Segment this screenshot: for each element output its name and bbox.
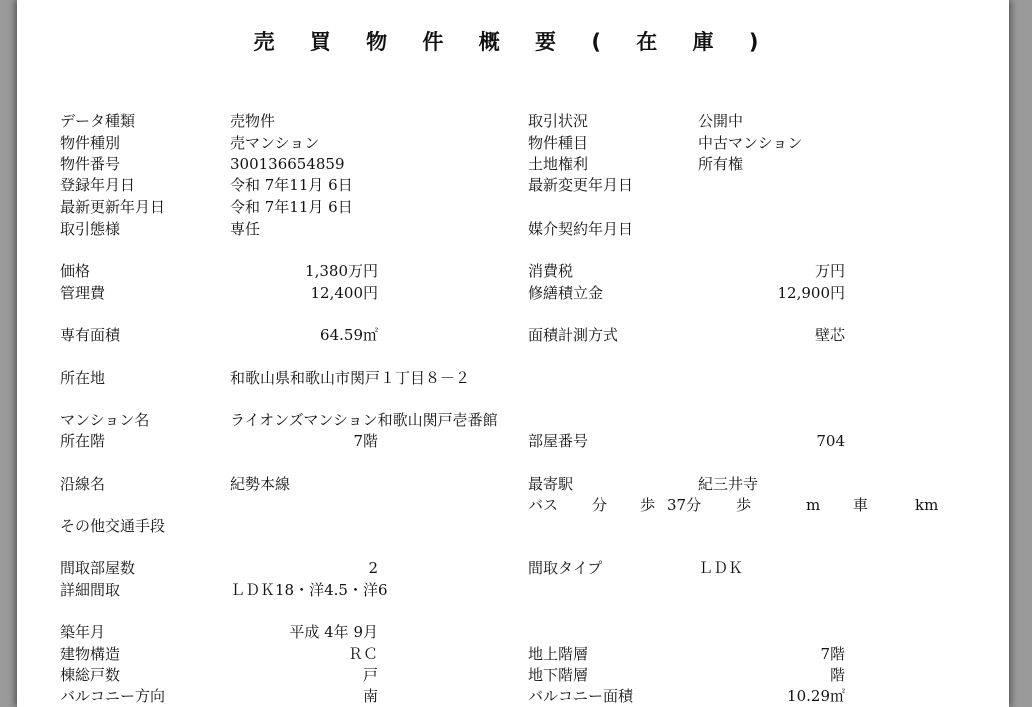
field-value-rooms: 2 [368, 559, 378, 577]
field-value-property-item: 中古マンション [698, 134, 803, 152]
field-label-station: 最寄駅 [528, 475, 574, 493]
walk2-label: 歩 [736, 496, 752, 514]
field-label-built: 築年月 [60, 623, 106, 641]
field-value-room-no: 704 [816, 432, 845, 450]
document-page [17, 0, 1009, 707]
field-label-land-right: 土地権利 [528, 155, 589, 173]
field-label-mgmt-fee: 管理費 [60, 284, 106, 302]
field-label-area-method: 面積計測方式 [528, 326, 619, 344]
field-value-balcony-dir: 南 [362, 687, 378, 705]
field-value-trade-status: 公開中 [698, 112, 744, 130]
km-unit: km [915, 496, 939, 514]
field-label-mansion: マンション名 [60, 411, 150, 429]
field-label-room-type: 間取タイプ [528, 559, 603, 577]
field-label-area: 専有面積 [60, 326, 121, 344]
field-label-above: 地上階層 [528, 645, 589, 663]
field-label-balcony-dir: バルコニー方向 [60, 687, 166, 705]
bus-min-unit: 分 [592, 496, 608, 514]
field-value-tax: 万円 [814, 262, 845, 280]
page-title: 売 買 物 件 概 要 ( 在 庫 ) [253, 30, 773, 54]
field-label-property-item: 物件種目 [528, 134, 589, 152]
field-label-structure: 建物構造 [60, 645, 121, 663]
field-label-other-transport: その他交通手段 [60, 517, 166, 535]
field-value-mansion: ライオンズマンション和歌山関戸壱番館 [230, 411, 498, 429]
field-label-broker-date: 媒介契約年月日 [528, 220, 634, 238]
field-label-updated: 最新更新年月日 [60, 198, 166, 216]
field-value-address: 和歌山県和歌山市関戸１丁目８－２ [230, 369, 471, 387]
field-value-built: 平成 4年 9月 [289, 623, 378, 641]
field-label-trade-status: 取引状況 [528, 112, 589, 130]
field-value-below: 階 [829, 666, 845, 684]
field-label-data-type: データ種類 [60, 112, 136, 130]
walk-label: 歩 [640, 496, 656, 514]
field-value-room-type: ＬＤＫ [698, 559, 744, 577]
field-value-area-method: 壁芯 [814, 326, 845, 344]
field-label-below: 地下階層 [528, 666, 589, 684]
field-value-property-no: 300136654859 [230, 155, 345, 173]
field-value-updated: 令和 7年11月 6日 [230, 198, 353, 216]
field-label-units: 棟総戸数 [60, 666, 121, 684]
field-label-balcony-area: バルコニー面積 [528, 687, 634, 705]
field-value-area: 64.59㎡ [320, 326, 378, 344]
field-value-repair-fund: 12,900円 [777, 284, 845, 302]
field-label-changed: 最新変更年月日 [528, 176, 634, 194]
field-value-price: 1,380万円 [305, 262, 378, 280]
field-value-station: 紀三井寺 [698, 475, 759, 493]
walk-min-value: 37分 [667, 496, 702, 514]
field-value-registered: 令和 7年11月 6日 [230, 176, 353, 194]
field-label-price: 価格 [60, 262, 91, 280]
meter-unit: m [806, 496, 821, 514]
field-label-address: 所在地 [60, 369, 106, 387]
field-value-floor: 7階 [353, 432, 378, 450]
field-value-units: 戸 [362, 666, 378, 684]
bus-label: バス [528, 496, 559, 514]
field-label-tax: 消費税 [528, 262, 574, 280]
field-label-rooms: 間取部屋数 [60, 559, 136, 577]
field-value-above: 7階 [820, 645, 845, 663]
field-value-land-right: 所有権 [698, 155, 744, 173]
car-label: 車 [853, 496, 869, 514]
field-label-trade-mode: 取引態様 [60, 220, 121, 238]
field-value-line: 紀勢本線 [230, 475, 291, 493]
field-value-detail: ＬＤＫ18・洋4.5・洋6 [230, 581, 388, 599]
field-label-line: 沿線名 [60, 475, 106, 493]
field-label-detail: 詳細間取 [60, 581, 121, 599]
field-value-mgmt-fee: 12,400円 [310, 284, 378, 302]
field-label-registered: 登録年月日 [60, 176, 136, 194]
field-value-trade-mode: 専任 [230, 220, 261, 238]
field-label-property-no: 物件番号 [60, 155, 121, 173]
field-label-room-no: 部屋番号 [528, 432, 589, 450]
field-value-structure: ＲＣ [347, 645, 378, 663]
field-value-data-type: 売物件 [230, 112, 276, 130]
field-value-property-kind: 売マンション [230, 134, 320, 152]
field-label-floor: 所在階 [60, 432, 106, 450]
field-label-repair-fund: 修繕積立金 [528, 284, 604, 302]
field-label-property-kind: 物件種別 [60, 134, 121, 152]
field-value-balcony-area: 10.29㎡ [787, 687, 845, 705]
